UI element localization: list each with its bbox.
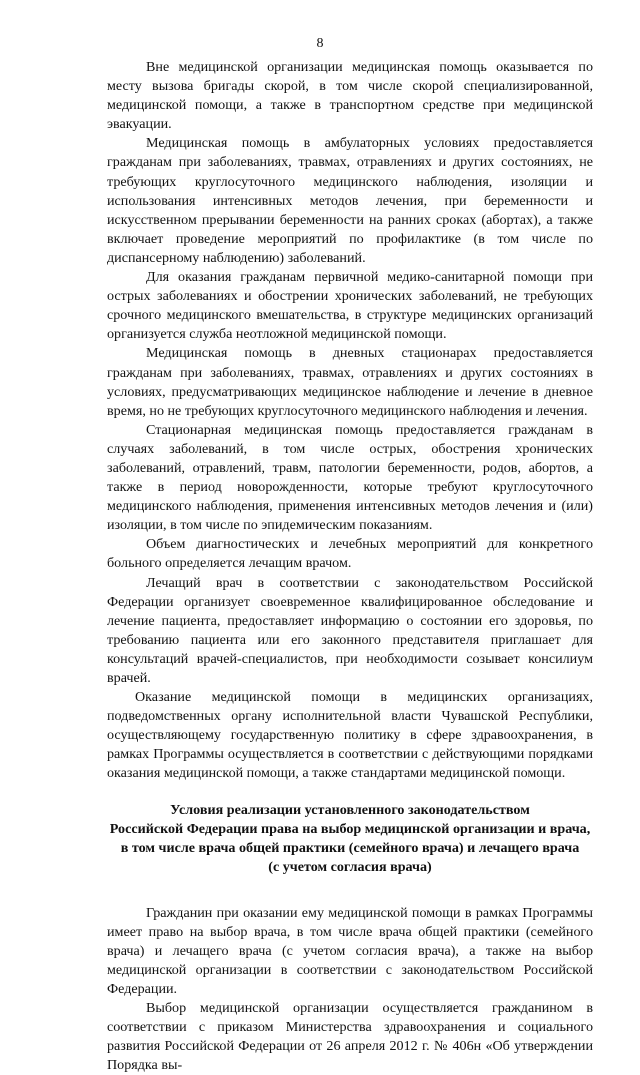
heading-line: Условия реализации установленного законодательством — [170, 801, 530, 818]
paragraph: Медицинская помощь в дневных стационарах предоставляется гражданам при заболеваниях, травмах, отравлениях и других состояниях в условиях, предусматривающих медицинское наблюдение и лечение в дневное время, но не требующих круглосуточного медицинского наблюдения и лечения. — [107, 345, 593, 419]
paragraph: Выбор медицинской организации осуществляется гражданином в соответствии с приказом Министерства здравоохранения и социального развития Российской Федерации от 26 апреля 2012 г. № 406н «Об утверждении Порядка вы- — [107, 1000, 593, 1074]
paragraph: Гражданин при оказании ему медицинской помощи в рамках Программы имеет право на выбор врача, в том числе врача общей практики (семейного врача) и лечащего врача (с учетом согласия врача), а также на выбор медицинской организации в соответствии с законодательством Российской Федерации. — [107, 904, 593, 997]
paragraph: Для оказания гражданам первичной медико-санитарной помощи при острых заболеваниях и обострении хронических заболеваний, не требующих срочного медицинского вмешательства, в структуре медицинских организаций организуется служба неотложной медицинской помощи. — [107, 269, 593, 343]
paragraph: Стационарная медицинская помощь предоставляется гражданам в случаях заболеваний, в том числе острых, обострения хронических заболеваний, отравлений, травм, патологии беременности, родов, абортов, а также в период новорожденности, которые требуют круглосуточного медицинского наблюдения, применения интенсивных методов лечения и (или) изоляции, в том числе по эпидемическим показаниям. — [107, 421, 593, 534]
document-body — [107, 58, 593, 1075]
paragraph: Оказание медицинской помощи в медицинских организациях, подведомственных органу исполнительной власти Чувашской Республики, осуществляющему государственную политику в сфере здравоохранения, в рамках Программы осуществляется в соответствии с действующими порядками оказания медицинской помощи, а также стандартами медицинской помощи. — [107, 689, 593, 782]
heading-line: (с учетом согласия врача) — [268, 858, 432, 875]
heading-line: в том числе врача общей практики (семейного врача) и лечащего врача — [120, 839, 580, 856]
heading-line: Российской Федерации права на выбор медицинской организации и врача, — [109, 820, 591, 837]
paragraph: Медицинская помощь в амбулаторных условиях предоставляется гражданам при заболеваниях, травмах, отравлениях и других состояниях, не требующих круглосуточного медицинского наблюдения, изоляции и использования интенсивных методов лечения, при беременности и искусственном прерывании беременности на ранних сроках (абортах), а также включает проведение мероприятий по профилактике (в том числе по диспансерному наблюдению) заболеваний. — [107, 135, 593, 266]
paragraph: Вне медицинской организации медицинская помощь оказывается по месту вызова бригады скорой, в том числе скорой специализированной, медицинской помощи, а также в транспортном средстве при медицинской эвакуации. — [107, 59, 593, 133]
paragraph: Объем диагностических и лечебных мероприятий для конкретного больного определяется лечащим врачом. — [107, 536, 593, 572]
section-heading — [107, 801, 593, 877]
page-number: 8 — [316, 36, 324, 51]
paragraph: Лечащий врач в соответствии с законодательством Российской Федерации организует своевременное квалифицированное обследование и лечение пациента, предоставляет информацию о состоянии его здоровья, по требованию пациента или его законного представителя приглашает для консультаций врачей-специалистов, при необходимости созывает консилиум врачей. — [107, 574, 593, 686]
